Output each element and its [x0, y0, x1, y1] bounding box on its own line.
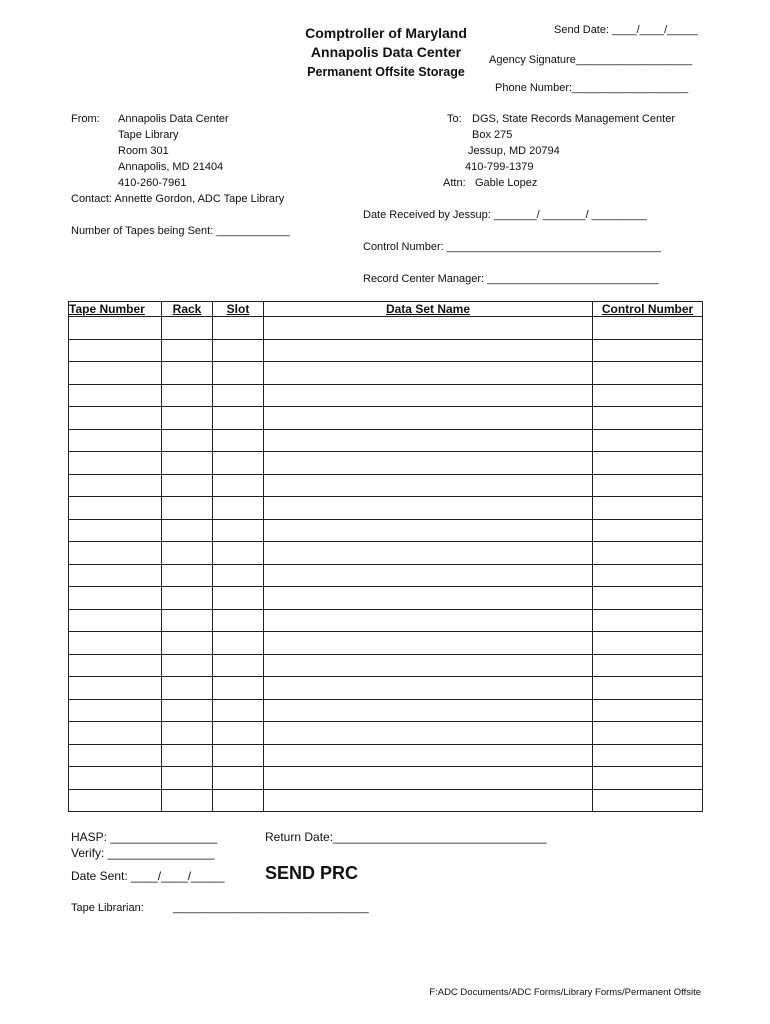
table-cell[interactable]	[593, 677, 703, 700]
table-cell[interactable]	[593, 497, 703, 520]
table-cell[interactable]	[264, 722, 593, 745]
table-row	[69, 654, 703, 677]
table-cell[interactable]	[264, 632, 593, 655]
table-cell[interactable]	[593, 632, 703, 655]
table-cell[interactable]	[264, 767, 593, 790]
table-cell[interactable]	[264, 474, 593, 497]
table-cell[interactable]	[264, 654, 593, 677]
table-cell[interactable]	[593, 767, 703, 790]
table-cell[interactable]	[264, 497, 593, 520]
form-title: Comptroller of Maryland	[305, 25, 467, 41]
table-cell[interactable]	[162, 789, 213, 812]
table-cell[interactable]	[69, 767, 162, 790]
to-line: 410-799-1379	[465, 161, 534, 173]
table-cell[interactable]	[593, 452, 703, 475]
table-cell[interactable]	[264, 452, 593, 475]
table-cell[interactable]	[162, 317, 213, 340]
table-cell[interactable]	[213, 542, 264, 565]
table-cell[interactable]	[213, 362, 264, 385]
table-cell[interactable]	[69, 542, 162, 565]
tapes-sent-field[interactable]: Number of Tapes being Sent: ____________	[71, 225, 290, 237]
table-cell[interactable]	[264, 609, 593, 632]
table-cell[interactable]	[69, 632, 162, 655]
table-cell[interactable]	[162, 722, 213, 745]
contact-line: Contact: Annette Gordon, ADC Tape Library	[71, 193, 285, 205]
table-cell[interactable]	[264, 587, 593, 610]
tape-librarian-line[interactable]: ________________________________	[173, 902, 369, 914]
table-cell[interactable]	[593, 474, 703, 497]
to-line: DGS, State Records Management Center	[472, 113, 675, 125]
agency-signature-field[interactable]: Agency Signature___________________	[489, 54, 693, 66]
attn-label: Attn:	[443, 177, 466, 189]
table-cell[interactable]	[69, 362, 162, 385]
table-cell[interactable]	[213, 429, 264, 452]
table-cell[interactable]	[213, 722, 264, 745]
table-cell[interactable]	[593, 429, 703, 452]
table-cell[interactable]	[213, 339, 264, 362]
table-cell[interactable]	[213, 384, 264, 407]
table-cell[interactable]	[213, 587, 264, 610]
table-cell[interactable]	[162, 767, 213, 790]
table-row	[69, 744, 703, 767]
table-cell[interactable]	[593, 744, 703, 767]
table-cell[interactable]	[213, 497, 264, 520]
table-cell[interactable]	[69, 699, 162, 722]
table-cell[interactable]	[162, 339, 213, 362]
table-cell[interactable]	[213, 474, 264, 497]
table-cell[interactable]	[69, 609, 162, 632]
tape-librarian-label: Tape Librarian:	[71, 902, 144, 914]
table-cell[interactable]	[264, 699, 593, 722]
table-cell[interactable]	[69, 564, 162, 587]
table-cell[interactable]	[162, 519, 213, 542]
table-cell[interactable]	[69, 587, 162, 610]
table-cell[interactable]	[593, 542, 703, 565]
table-cell[interactable]	[213, 744, 264, 767]
table-cell[interactable]	[69, 722, 162, 745]
table-cell[interactable]	[593, 722, 703, 745]
table-cell[interactable]	[593, 317, 703, 340]
table-row	[69, 542, 703, 565]
col-tape-number: Tape Number	[69, 302, 162, 317]
from-line: 410-260-7961	[118, 177, 187, 189]
table-cell[interactable]	[162, 654, 213, 677]
control-number-field[interactable]: Control Number: ___________________________________	[363, 241, 661, 253]
table-row	[69, 609, 703, 632]
table-cell[interactable]	[264, 744, 593, 767]
table-cell[interactable]	[162, 564, 213, 587]
table-cell[interactable]	[213, 452, 264, 475]
table-row	[69, 587, 703, 610]
from-line: Annapolis Data Center	[118, 113, 229, 125]
verify-field[interactable]: Verify: ________________	[71, 846, 215, 860]
table-cell[interactable]	[162, 452, 213, 475]
col-control-number: Control Number	[593, 302, 703, 317]
table-row	[69, 564, 703, 587]
send-prc-label: SEND PRC	[265, 863, 359, 883]
table-cell[interactable]	[162, 609, 213, 632]
table-row	[69, 677, 703, 700]
table-row	[69, 474, 703, 497]
table-cell[interactable]	[69, 384, 162, 407]
attn-name: Gable Lopez	[475, 177, 538, 189]
from-line: Tape Library	[118, 129, 179, 141]
table-cell[interactable]	[69, 474, 162, 497]
table-cell[interactable]	[593, 407, 703, 430]
table-cell[interactable]	[593, 384, 703, 407]
table-cell[interactable]	[264, 677, 593, 700]
col-slot: Slot	[213, 302, 264, 317]
table-cell[interactable]	[593, 654, 703, 677]
hasp-field[interactable]: HASP: ________________	[71, 830, 218, 844]
table-cell[interactable]	[162, 384, 213, 407]
form-subtitle: Permanent Offsite Storage	[307, 65, 465, 79]
record-manager-field[interactable]: Record Center Manager: ____________________________	[363, 273, 659, 285]
table-header-row	[69, 302, 703, 317]
table-cell[interactable]	[69, 519, 162, 542]
table-cell[interactable]	[69, 317, 162, 340]
return-date-field[interactable]: Return Date:________________________________	[265, 830, 547, 844]
date-sent-field[interactable]: Date Sent: ____/____/_____	[71, 869, 225, 883]
table-cell[interactable]	[213, 789, 264, 812]
table-cell[interactable]	[69, 654, 162, 677]
table-cell[interactable]	[213, 632, 264, 655]
table-cell[interactable]	[69, 429, 162, 452]
table-cell[interactable]	[69, 452, 162, 475]
table-cell[interactable]	[69, 789, 162, 812]
table-row	[69, 317, 703, 340]
table-row	[69, 722, 703, 745]
table-cell[interactable]	[69, 339, 162, 362]
table-row	[69, 429, 703, 452]
col-data-set-name: Data Set Name	[264, 302, 593, 317]
table-cell[interactable]	[593, 587, 703, 610]
table-cell[interactable]	[69, 744, 162, 767]
table-cell[interactable]	[264, 339, 593, 362]
send-date-field[interactable]: Send Date: ____/____/_____	[554, 24, 698, 36]
table-cell[interactable]	[162, 362, 213, 385]
table-cell[interactable]	[593, 699, 703, 722]
table-cell[interactable]	[213, 519, 264, 542]
tape-log-table	[68, 301, 703, 812]
table-cell[interactable]	[69, 677, 162, 700]
table-cell[interactable]	[162, 587, 213, 610]
table-cell[interactable]	[213, 677, 264, 700]
table-cell[interactable]	[69, 407, 162, 430]
to-line: Jessup, MD 20794	[468, 145, 560, 157]
table-cell[interactable]	[593, 789, 703, 812]
table-cell[interactable]	[264, 564, 593, 587]
table-row	[69, 767, 703, 790]
table-cell[interactable]	[162, 744, 213, 767]
table-cell[interactable]	[162, 474, 213, 497]
table-cell[interactable]	[593, 362, 703, 385]
table-cell[interactable]	[264, 789, 593, 812]
from-line: Room 301	[118, 145, 169, 157]
table-cell[interactable]	[264, 384, 593, 407]
table-cell[interactable]	[213, 317, 264, 340]
table-cell[interactable]	[264, 317, 593, 340]
table-cell[interactable]	[162, 677, 213, 700]
to-line: Box 275	[472, 129, 513, 141]
to-label: To:	[447, 113, 462, 125]
table-cell[interactable]	[593, 339, 703, 362]
table-cell[interactable]	[264, 519, 593, 542]
table-cell[interactable]	[162, 699, 213, 722]
table-row	[69, 452, 703, 475]
table-row	[69, 384, 703, 407]
from-line: Annapolis, MD 21404	[118, 161, 224, 173]
table-cell[interactable]	[69, 497, 162, 520]
table-cell[interactable]	[162, 429, 213, 452]
table-cell[interactable]	[162, 497, 213, 520]
data-center-name: Annapolis Data Center	[310, 44, 462, 60]
table-row	[69, 519, 703, 542]
table-cell[interactable]	[162, 632, 213, 655]
table-cell[interactable]	[213, 407, 264, 430]
table-cell[interactable]	[213, 699, 264, 722]
table-cell[interactable]	[213, 564, 264, 587]
table-body	[69, 317, 703, 812]
table-cell[interactable]	[264, 542, 593, 565]
table-cell[interactable]	[593, 564, 703, 587]
table-cell[interactable]	[593, 609, 703, 632]
footer-path: F:ADC Documents/ADC Forms/Library Forms/Permanent Offsite	[429, 987, 701, 998]
table-row	[69, 339, 703, 362]
from-label: From:	[71, 113, 100, 125]
table-row	[69, 497, 703, 520]
table-cell[interactable]	[264, 362, 593, 385]
table-cell[interactable]	[264, 407, 593, 430]
phone-number-field[interactable]: Phone Number:___________________	[495, 82, 689, 94]
date-received-field[interactable]: Date Received by Jessup: _______/ _______/ _________	[363, 209, 647, 221]
table-cell[interactable]	[264, 429, 593, 452]
table-row	[69, 699, 703, 722]
table-row	[69, 362, 703, 385]
table-cell[interactable]	[162, 407, 213, 430]
table-row	[69, 789, 703, 812]
table-cell[interactable]	[593, 519, 703, 542]
table-cell[interactable]	[213, 654, 264, 677]
table-cell[interactable]	[213, 609, 264, 632]
table-row	[69, 407, 703, 430]
col-rack: Rack	[162, 302, 213, 317]
table-cell[interactable]	[162, 542, 213, 565]
table-row	[69, 632, 703, 655]
table-cell[interactable]	[213, 767, 264, 790]
